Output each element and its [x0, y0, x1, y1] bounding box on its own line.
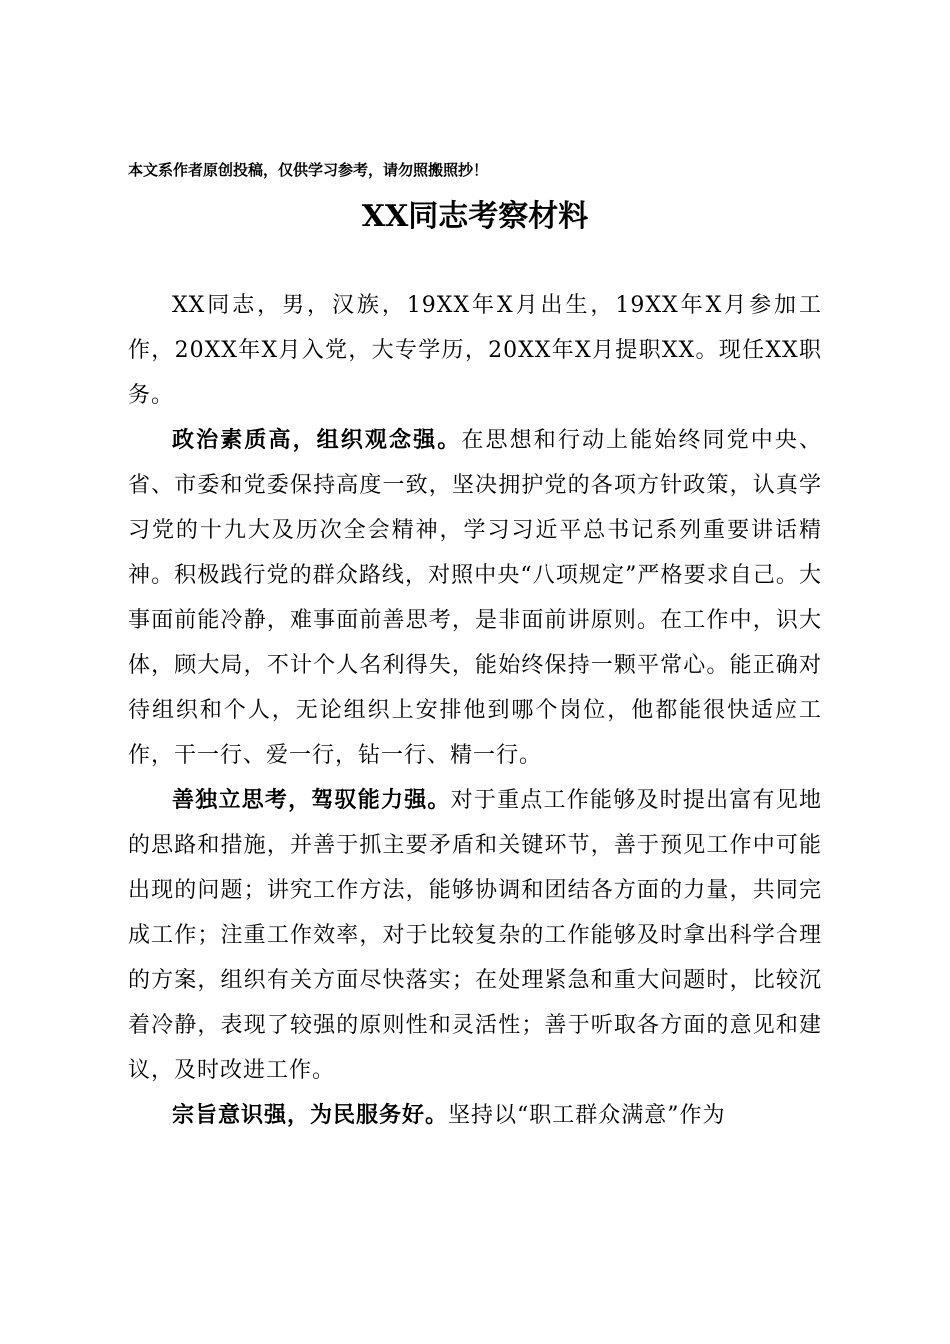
paragraph-heading: 宗旨意识强，为民服务好。: [172, 1103, 449, 1128]
paragraph-text: 坚持以“职工群众满意”作为: [448, 1103, 726, 1128]
paragraph-heading: 善独立思考，驾驭能力强。: [172, 788, 451, 813]
document-title: XX同志考察材料: [361, 199, 589, 234]
paragraph-heading: 政治素质高，组织观念强。: [172, 428, 462, 453]
paragraph-text: XX同志，男，汉族，19XX年X月出生，19XX年X月参加工作，20XX年X月入党，大专学历，20XX年X月提职XX。现任XX职务。: [128, 293, 822, 408]
paragraph-text: 对于重点工作能够及时提出富有见地的思路和措施，并善于抓主要矛盾和关键环节，善于预见工作中可能出现的问题；讲究工作方法，能够协调和团结各方面的力量，共同完成工作；注重工作效率，对于比较复杂的工作能够及时拿出科学合理的方案，组织有关方面尽快落实；在处理紧急和重大问题时，比较沉着冷静，表现了较强的原则性和灵活性；善于听取各方面的意见和建议，及时改进工作。: [128, 788, 822, 1083]
paragraph-text: 在思想和行动上能始终同党中央、省、市委和党委保持高度一致，坚决拥护党的各项方针政策，认真学习党的十九大及历次全会精神，学习习近平总书记系列重要讲话精神。积极践行党的群众路线，对照中央“八项规定”严格要求自己。大事面前能冷静，难事面前善思考，是非面前讲原则。在工作中，识大体，顾大局，不计个人名利得失，能始终保持一颗平常心。能正确对待组织和个人，无论组织上安排他到哪个岗位，他都能很快适应工作，干一行、爱一行，钻一行、精一行。: [128, 428, 822, 768]
political-quality-paragraph: [128, 418, 822, 778]
disclaimer-note: 本文系作者原创投稿，仅供学习参考，请勿照搬照抄！: [128, 161, 489, 179]
document-body: [128, 283, 822, 1138]
independent-thinking-paragraph: [128, 778, 822, 1093]
intro-paragraph: [128, 283, 822, 418]
service-awareness-paragraph: [128, 1093, 822, 1138]
